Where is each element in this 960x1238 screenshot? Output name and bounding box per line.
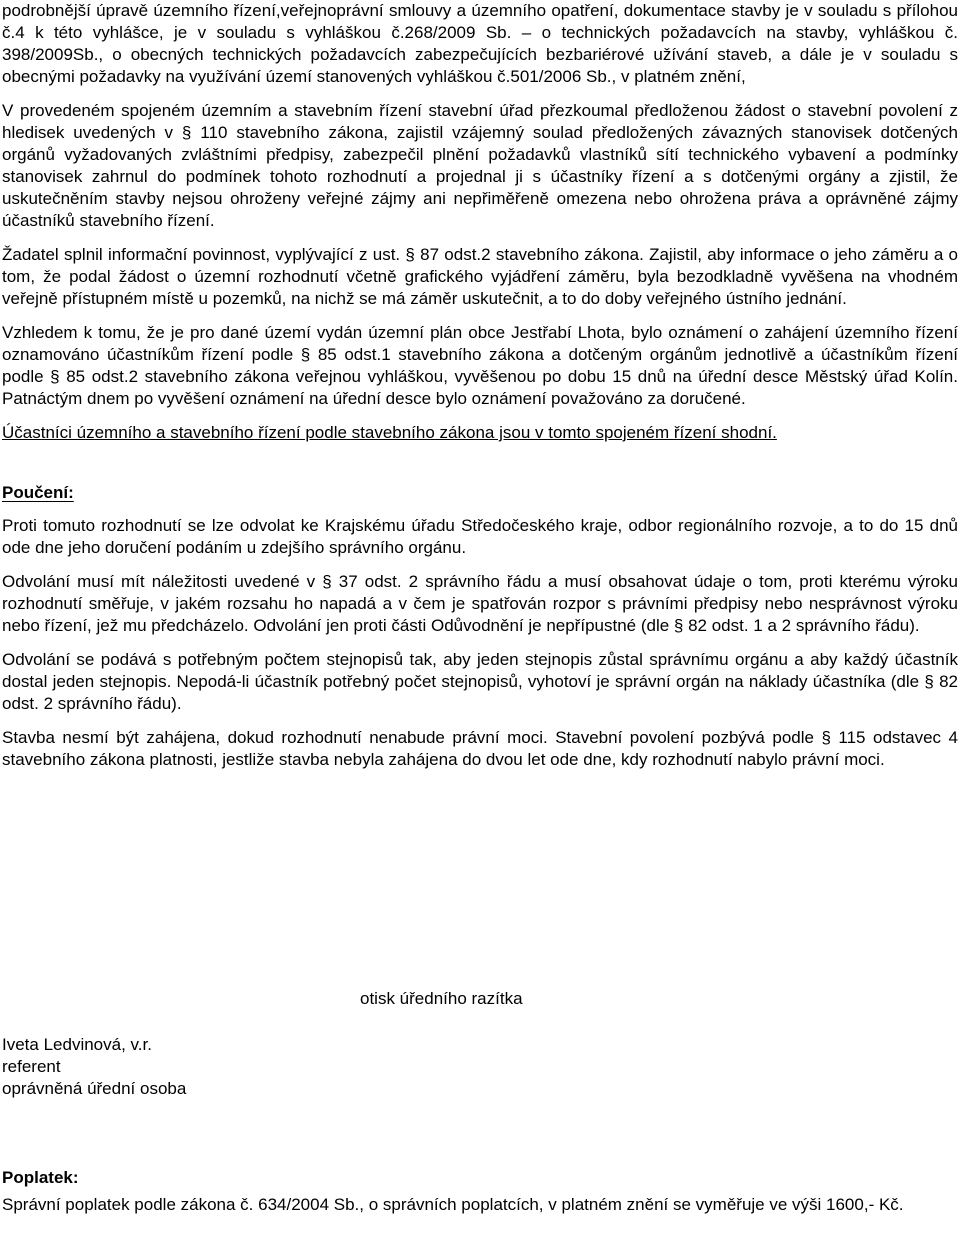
review-paragraph: V provedeném spojeném územním a stavebním řízení stavební úřad přezkoumal předloženou žádost o stavební povolení z hledisek uvedených v § 110 stavebního zákona, zajistil vzájemný soulad předložených závazných stanovisek dotčených orgánů vyžadovaných zvláštními předpisy, zabezpečil plnění požadavků vlastníků sítí technického vybavení a podmínky stanovisek zahrnul do podmínek tohoto rozhodnutí a projednal ji s účastníky řízení a s dotčenými orgány a zjistil, že uskutečněním stavby nejsou ohroženy veřejné zájmy ani nepřiměřeně omezena nebo ohrožena práva a oprávněné zájmy účastníků stavebního řízení. — [2, 101, 958, 230]
intro-paragraph: podrobnější úpravě územního řízení,veřejnoprávní smlouvy a územního opatření, dokumentace stavby je v souladu s přílohou č.4 k této vyhlášce, je v souladu s vyhláškou č.268/2009 Sb. – o technických požadavcích na stavby, vyhláškou č. 398/2009Sb., o obecných technických požadavcích zabezpečujících bezbariérové užívání staveb, a dále je v souladu s obecnými požadavky na využívání území stanovených vyhláškou č.501/2006 Sb., v platném znění, — [2, 1, 958, 86]
stamp-placeholder: otisk úředního razítka — [360, 989, 523, 1008]
appeal-requirements-paragraph: Odvolání musí mít náležitosti uvedené v § 37 odst. 2 správního řádu a musí obsahovat údaje o tom, proti kterému výroku rozhodnutí směřuje, v jakém rozsahu ho napadá a v čem je spatřován rozpor s právními předpisy nebo nesprávnost výroku nebo řízení, jež mu předcházelo. Odvolání jen proti části Odůvodnění je nepřípustné (dle § 82 odst. 1 a 2 správního řádu). — [2, 572, 958, 635]
fee-heading: Poplatek: — [2, 1168, 79, 1187]
validity-paragraph: Stavba nesmí být zahájena, dokud rozhodnutí nenabude právní moci. Stavební povolení pozbývá podle § 115 odstavec 4 stavebního zákona platnosti, jestliže stavba nebyla zahájena do dvou let ode dne, kdy rozhodnutí nabylo právní moci. — [2, 728, 958, 769]
participants-note: Účastníci územního a stavebního řízení podle stavebního zákona jsou v tomto spojeném řízení shodní. — [2, 423, 777, 442]
fee-text: Správní poplatek podle zákona č. 634/2004 Sb., o správních poplatcích, v platném znění se vyměřuje ve výši 1600,- Kč. — [2, 1195, 904, 1214]
information-duty-paragraph: Žadatel splnil informační povinnost, vyplývající z ust. § 87 odst.2 stavebního zákona. Zajistil, aby informace o jeho záměru a o tom, že podal žádost o územní rozhodnutí včetně grafického vyjádření záměru, byla bezodkladně vyvěšena na vhodném veřejně přístupném místě u pozemků, na nichž se má záměr uskutečnit, a to do doby veřejného ústního jednání. — [2, 245, 958, 308]
notification-paragraph: Vzhledem k tomu, že je pro dané území vydán územní plán obce Jestřabí Lhota, bylo oznámení o zahájení územního řízení oznamováno účastníkům řízení podle § 85 odst.1 stavebního zákona a dotčeným orgánům jednotlivě a účastníkům řízení podle § 85 odst.2 stavebního zákona veřejnou vyhláškou, vyvěšenou po dobu 15 dnů na úřední desce Městský úřad Kolín. Patnáctým dnem po vyvěšení oznámení na úřední desce bylo oznámení považováno za doručené. — [2, 323, 958, 408]
signatory-role: referent — [2, 1057, 61, 1076]
fee-section — [2, 1167, 958, 1216]
signatory-title: oprávněná úřední osoba — [2, 1079, 187, 1098]
appeal-paragraph: Proti tomuto rozhodnutí se lze odvolat ke Krajskému úřadu Středočeského kraje, odbor regionálního rozvoje, a to do 15 dnů ode dne jeho doručení podáním u zdejšího správního orgánu. — [2, 516, 958, 557]
appeal-copies-paragraph: Odvolání se podává s potřebným počtem stejnopisů tak, aby jeden stejnopis zůstal správnímu orgánu a aby každý účastník dostal jeden stejnopis. Nepodá-li účastník potřebný počet stejnopisů, vyhotoví je správní orgán na náklady účastníka (dle § 82 odst. 2 správního řádu). — [2, 650, 958, 713]
signature-block — [2, 1034, 186, 1100]
pouceni-heading: Poučení: — [2, 483, 74, 502]
signatory-name: Iveta Ledvinová, v.r. — [2, 1035, 152, 1054]
